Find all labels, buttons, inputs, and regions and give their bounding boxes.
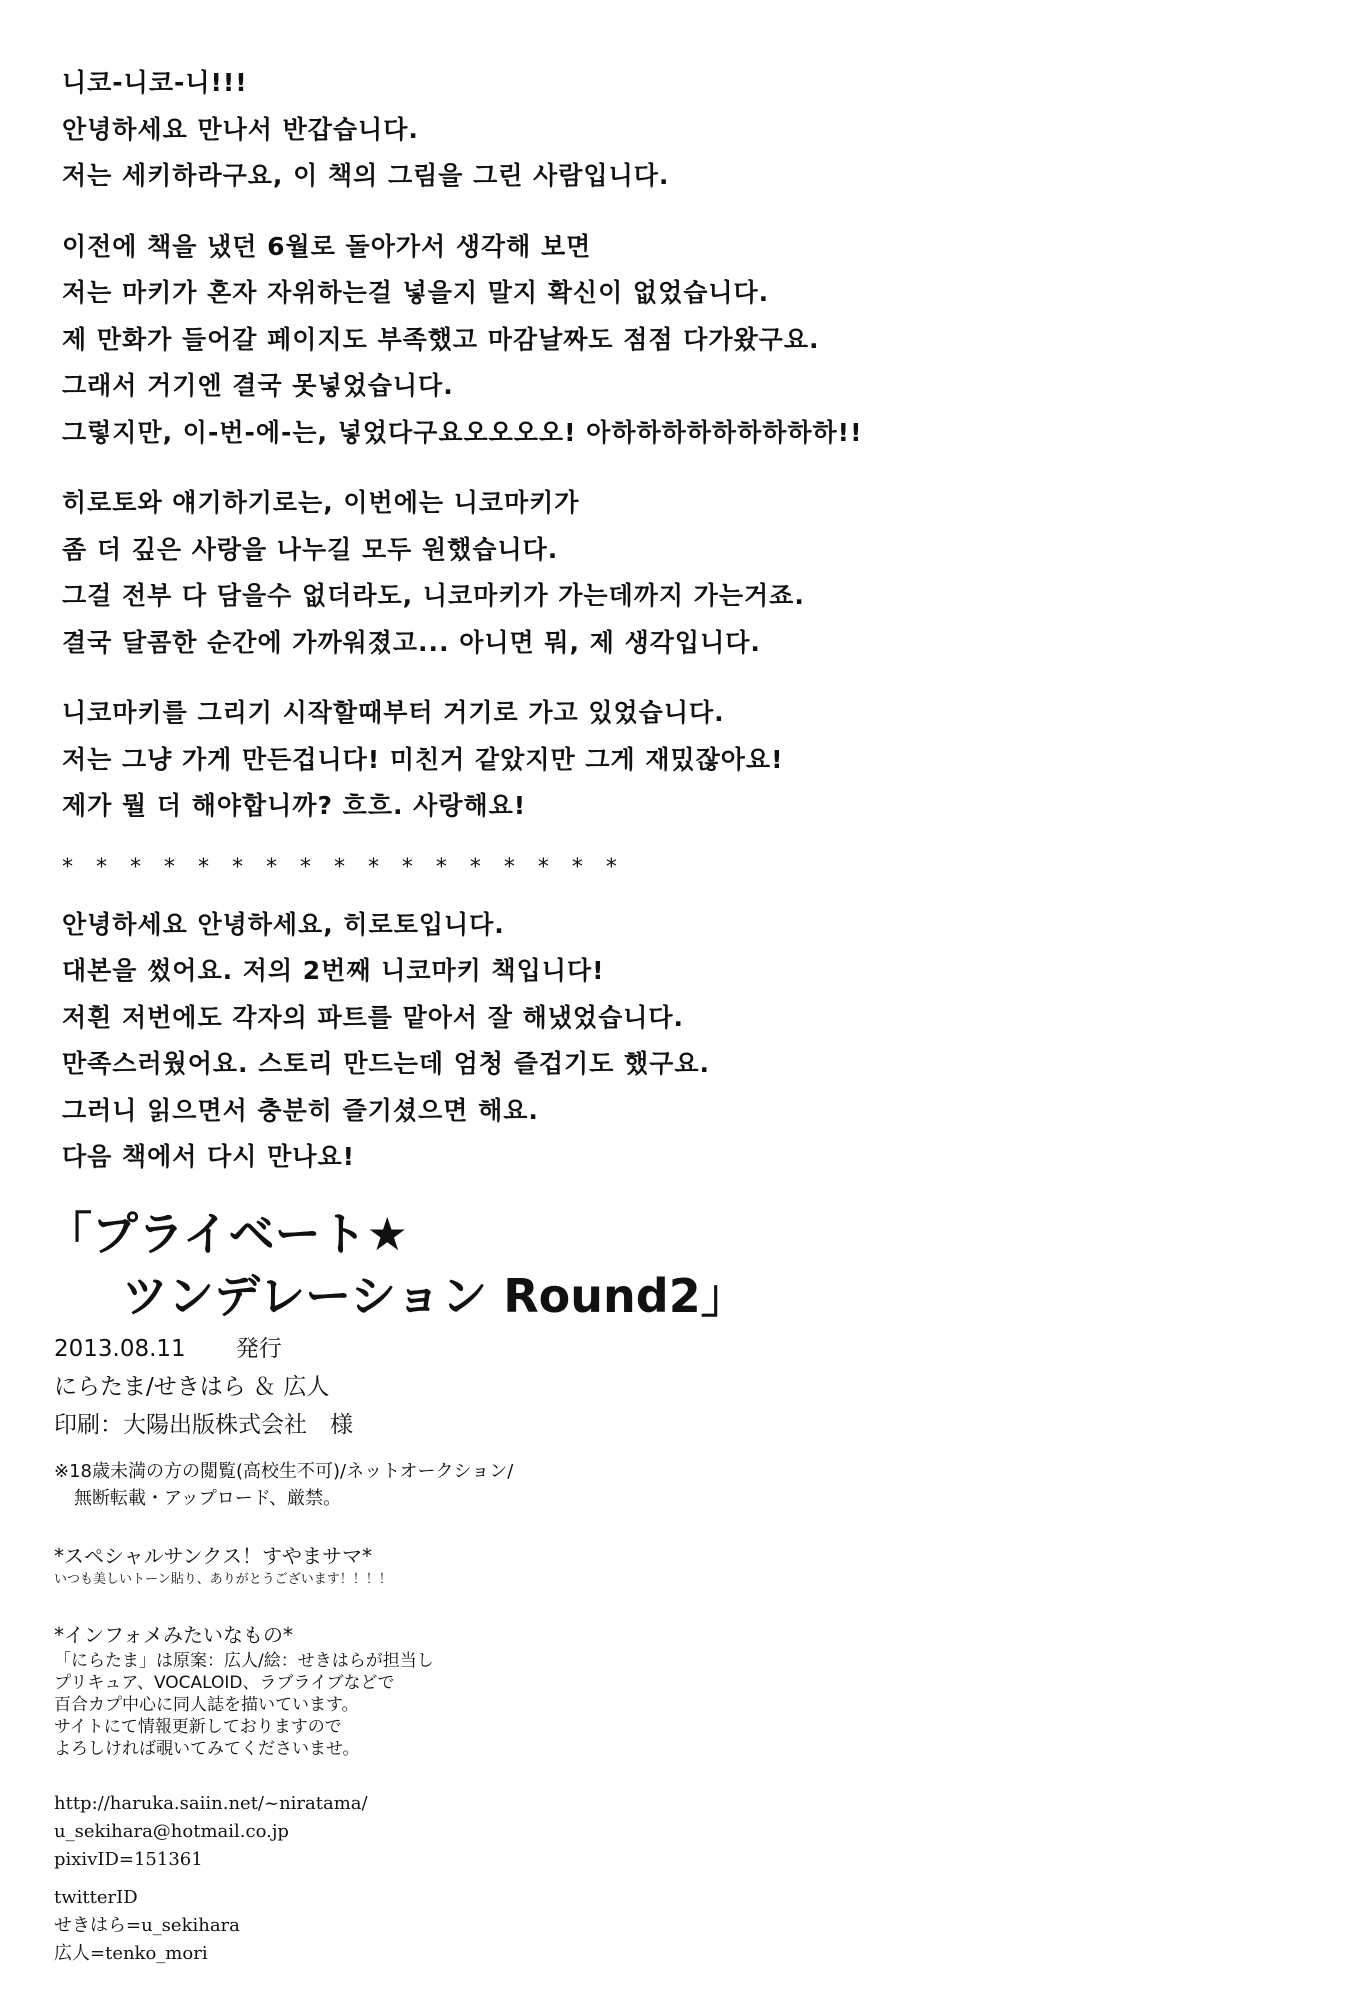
info-line: プリキュア、VOCALOID、ラブライブなどで — [54, 1673, 395, 1693]
age-notice-line-1: ※18歳未満の方の閲覧(高校生不可)/ネットオークション/ — [54, 1461, 514, 1482]
issue-date: 2013.08.11 — [54, 1336, 186, 1362]
afterword-line: 히로토와 얘기하기로는, 이번에는 니코마키가 — [62, 488, 580, 517]
afterword-line: 저흰 저번에도 각자의 파트를 맡아서 잘 해냈었습니다. — [62, 1002, 685, 1032]
afterword-line: 그래서 거기엔 결국 못넣었습니다. — [62, 371, 454, 400]
afterword-paragraph — [62, 480, 1282, 666]
book-title — [46, 1203, 747, 1327]
afterword-line: 그러니 읽으면서 충분히 즐기셨으면 해요. — [62, 1095, 539, 1125]
afterword-paragraph — [62, 224, 1282, 457]
afterword-paragraph — [62, 60, 1282, 200]
afterword-line: 저는 마키가 혼자 자위하는걸 넣을지 말지 확신이 없었습니다. — [62, 278, 770, 307]
afterword-line: 이전에 책을 냈던 6월로 돌아가서 생각해 보면 — [62, 231, 592, 261]
afterword-paragraph — [62, 690, 1282, 830]
info-line: 百合カプ中心に同人誌を描いています。 — [54, 1695, 359, 1715]
pixiv-id: pixivID=151361 — [54, 1849, 203, 1870]
afterword-line: 좀 더 깊은 사랑을 나누길 모두 원했습니다. — [62, 534, 559, 564]
book-title-line-2: ツンデレーション Round2」 — [122, 1269, 747, 1323]
afterword-line: 저는 세키하라구요, 이 책의 그림을 그린 사람입니다. — [62, 161, 670, 190]
twitter-sekihara: せきはら=u_sekihara — [54, 1915, 240, 1936]
age-notice-line-2: 無断転載・アップロード、厳禁。 — [74, 1488, 342, 1509]
afterword-line: 안녕하세요 만나서 반갑습니다. — [62, 114, 419, 144]
info-line: サイトにて情報更新しておりますので — [54, 1717, 342, 1737]
twitter-hiroto: 広人=tenko_mori — [54, 1943, 208, 1964]
afterword-line: 제가 뭘 더 해야합니까? 흐흐. 사랑해요! — [62, 791, 527, 820]
book-title-line-1: 「プライベート★ — [46, 1207, 408, 1261]
afterword-line: 대본을 썼어요. 저의 2번째 니코마키 책입니다! — [62, 956, 605, 985]
afterword-line: 니코-니코-니!!! — [62, 68, 248, 97]
afterword-line: 그걸 전부 다 담을수 없더라도, 니코마키가 가는데까지 가는거죠. — [62, 581, 805, 610]
email-address[interactable]: u_sekihara@hotmail.co.jp — [54, 1821, 289, 1842]
printer: 印刷：大陽出版株式会社 様 — [54, 1412, 353, 1438]
afterword-paragraph — [62, 902, 1282, 1181]
info-line: よろしければ覗いてみてくださいませ。 — [54, 1739, 360, 1759]
twitter-label: twitterID — [54, 1887, 138, 1908]
afterword-line: 그렇지만, 이-번-에-는, 넣었다구요오오오오! 아하하하하하하하하하!! — [62, 417, 863, 447]
afterword — [62, 60, 1282, 1205]
section-separator: * * * * * * * * * * * * * * * * * — [62, 854, 625, 880]
afterword-line: 안녕하세요 안녕하세요, 히로토입니다. — [62, 909, 505, 939]
afterword-line: 저는 그냥 가게 만든겁니다! 미친거 같았지만 그게 재밌잖아요! — [62, 744, 784, 774]
contact-links — [54, 1790, 954, 1968]
afterword-line: 만족스러웠어요. 스토리 만드는데 엄청 즐겁기도 했구요. — [62, 1049, 710, 1078]
afterword-line: 다음 책에서 다시 만나요! — [62, 1142, 356, 1171]
special-thanks-heading: *スペシャルサンクス！すやまサマ* — [54, 1544, 372, 1568]
info-line: 「にらたま」は原案：広人/絵：せきはらが担当し — [54, 1651, 434, 1671]
info-lines — [54, 1650, 954, 1760]
info-heading: *インフォメみたいなもの* — [54, 1623, 293, 1647]
age-notice — [54, 1458, 954, 1512]
website-url[interactable]: http://haruka.saiin.net/~niratama/ — [54, 1793, 368, 1814]
special-thanks-message: いつも美しいトーン貼り、ありがとうございます！！！！ — [54, 1572, 392, 1587]
colophon — [54, 1330, 954, 1968]
special-thanks — [54, 1542, 954, 1590]
afterword-line: 결국 달콤한 순간에 가까워졌고... 아니면 뭐, 제 생각입니다. — [62, 627, 761, 657]
issue-label: 発行 — [235, 1336, 282, 1362]
issue-date-line — [54, 1330, 954, 1368]
afterword-line: 니코마키를 그리기 시작할때부터 거기로 가고 있었습니다. — [62, 698, 725, 727]
afterword-line: 제 만화가 들어갈 페이지도 부족했고 마감날짜도 점점 다가왔구요. — [62, 324, 820, 354]
authors: にらたま/せきはら ＆ 広人 — [54, 1374, 330, 1400]
